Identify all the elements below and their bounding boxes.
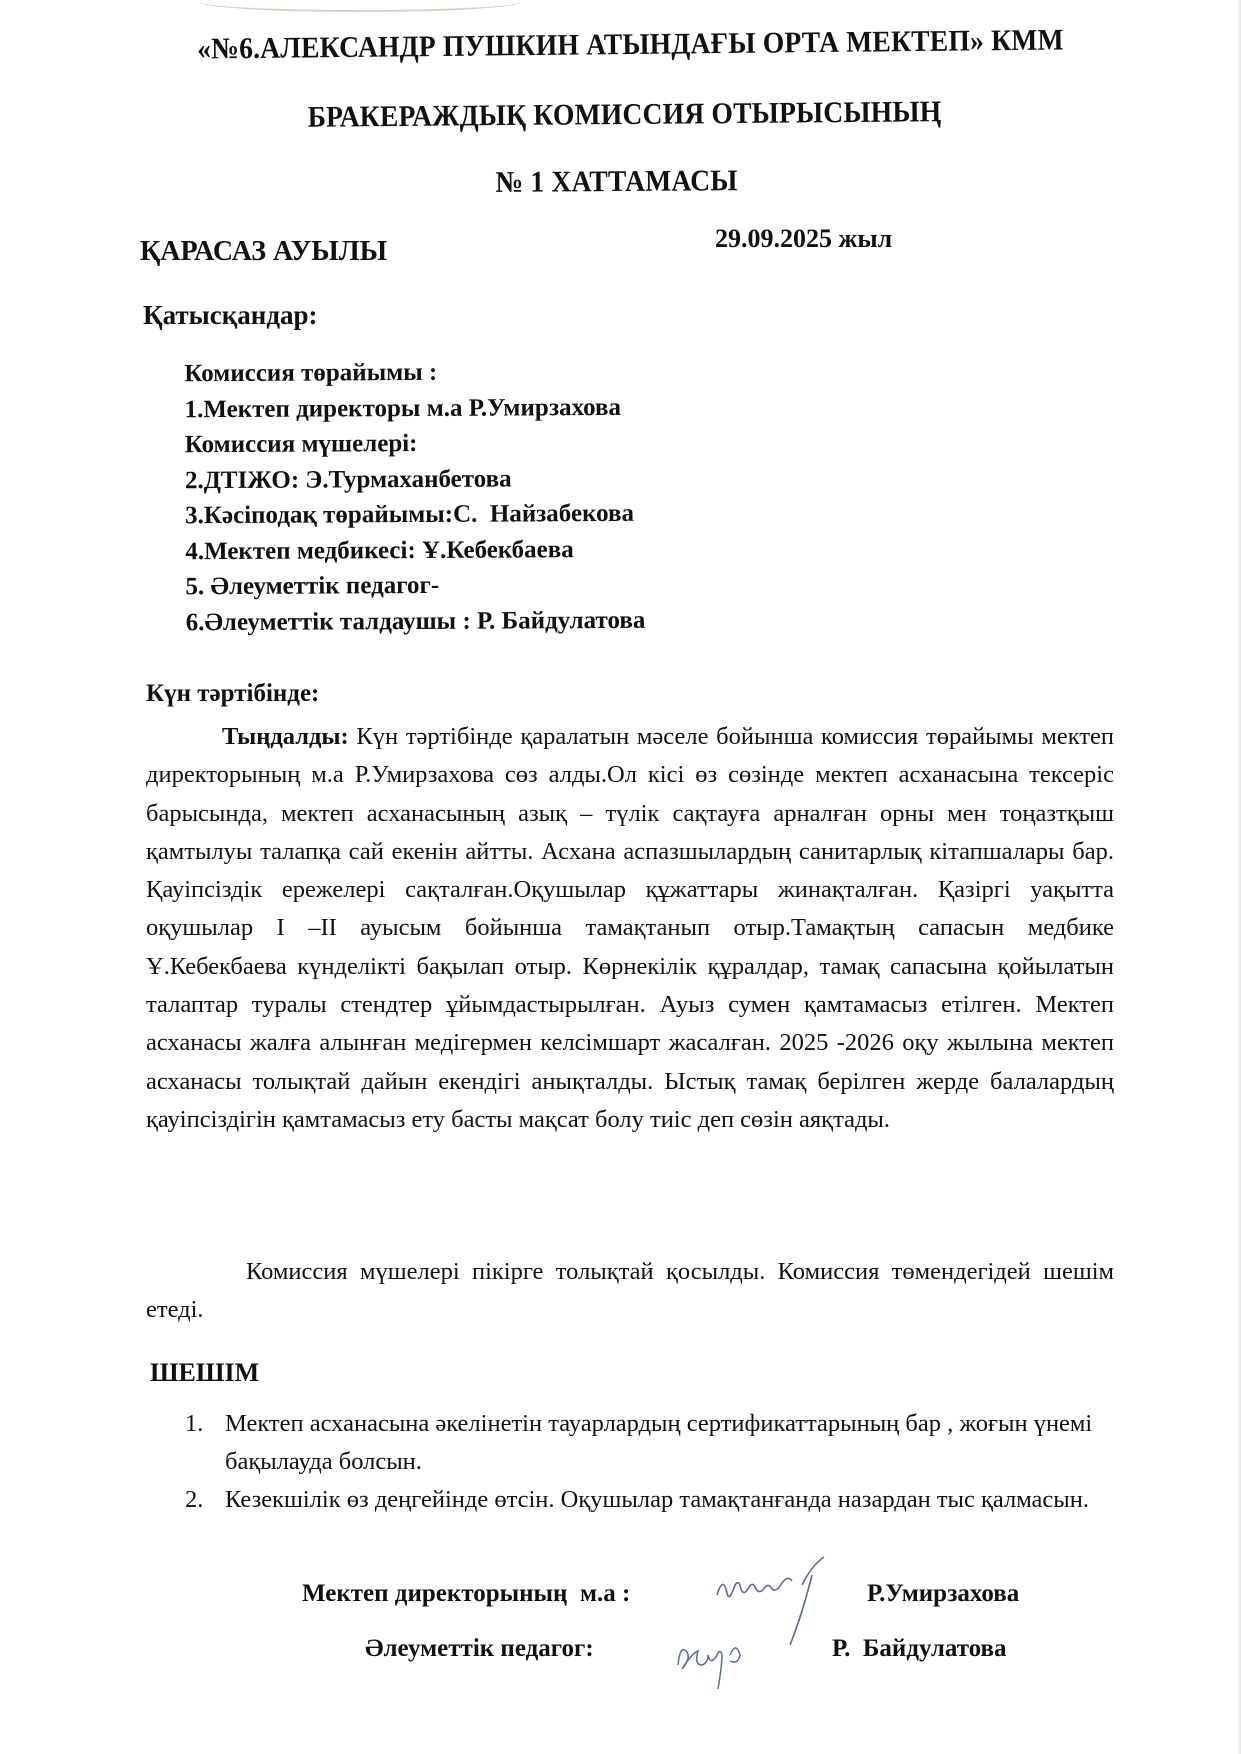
scan-edge (1237, 0, 1241, 1754)
participants-label: Қатысқандар: (143, 300, 318, 330)
signer-role: Мектеп директорының м.а : (302, 1580, 631, 1607)
decision-item (185, 1481, 1125, 1519)
heard-label: Тыңдалды: (222, 723, 349, 750)
protocol-number: № 1 ХАТТАМАСЫ (495, 164, 738, 199)
signer-name: Р.Умирзахова (867, 1580, 1020, 1607)
handwritten-signature-pedagogue (670, 1625, 770, 1705)
participants-list (184, 354, 645, 640)
participant-line: 4.Мектеп медбикесі: Ұ.Кебекбаева (185, 535, 574, 565)
decision-text: Кезекшілік өз деңгейінде өтсін. Оқушылар тамақтанғанда назардан тыс қалмасын. (225, 1486, 1090, 1513)
participant-line: 3.Кәсіподақ төрайымы:С. Найзабекова (185, 499, 635, 530)
heard-paragraph (146, 718, 1114, 1139)
participant-line: Комиссия төрайымы : (184, 358, 438, 388)
heard-text: Күн тәртібінде қаралатын мәселе бойынша комиссия төрайымы мектеп директорының м.а Р.Умирзахова сөз алды.Ол кісі өз сөзінде мектеп асханасына тексеріс барысында, мектеп асханасының азық – түлік сақтауға арналған орны мен тоңазтқыш қамтылуы талапқа сай екенін айтты. Асхана аспазшылардың санитарлық кітапшалары бар. Қауіпсіздік ережелері сақталған.Оқушылар құжаттары жинақталған. Қазіргі уақытта оқушылар І –ІІ ауысым бойынша тамақтанып отыр.Тамақтың сапасын медбике Ұ.Кебекбаева күнделікті бақылап отыр. Көрнекілік құралдар, тамақ сапасына қойылатын талаптар туралы стендтер ұйымдастырылған. Ауыз сумен қамтамасыз етілген. Мектеп асханасы жалға алынған медігермен келсімшарт жасалған. 2025 -2026 оқу жылына мектеп асханасы толықтай дайын екендігі анықталды. Ыстық тамақ берілген жерде балалардың қауіпсіздігін қамтамасыз ету басты мақсат болу тиіс деп сөзін аяқтады. (146, 723, 1114, 1133)
decision-number: 2. (185, 1486, 204, 1513)
participant-line: 2.ДТІЖО: Э.Турмаханбетова (184, 464, 512, 494)
agreement-paragraph: Комиссия мүшелері пікірге толықтай қосылды. Комиссия төмендегідей шешім етеді. (146, 1258, 1114, 1324)
decision-number: 1. (185, 1410, 204, 1437)
decision-item (185, 1405, 1125, 1481)
protocol-date: 29.09.2025 жыл (715, 224, 893, 253)
participant-line: 1.Мектеп директоры м.а Р.Умирзахова (184, 393, 622, 423)
agenda-label: Күн тәртібінде: (146, 680, 320, 707)
school-title: «№6.АЛЕКСАНДР ПУШКИН АТЫНДАҒЫ ОРТА МЕКТЕП» КММ (197, 23, 1064, 66)
scan-shadow (200, 0, 520, 12)
participant-line: Комиссия мүшелері: (184, 429, 418, 459)
participant-line: 6.Әлеуметтік талдаушы : Р. Байдулатова (185, 606, 646, 636)
signer-role: Әлеуметтік педагог: (365, 1635, 594, 1662)
decision-label: ШЕШІМ (150, 1358, 260, 1387)
participant-line: 5. Әлеуметтік педагог- (185, 571, 440, 601)
decision-text: Мектеп асханасына әкелінетін тауарлардың сертификаттарының бар , жоғын үнемі бақылауда болсын. (225, 1410, 1093, 1475)
commission-title: БРАКЕРАЖДЫҚ КОМИССИЯ ОТЫРЫСЫНЫҢ (307, 95, 942, 134)
signer-name: Р. Байдулатова (832, 1635, 1007, 1662)
village-name: ҚАРАСАЗ АУЫЛЫ (140, 236, 388, 267)
decision-list (185, 1405, 1125, 1519)
